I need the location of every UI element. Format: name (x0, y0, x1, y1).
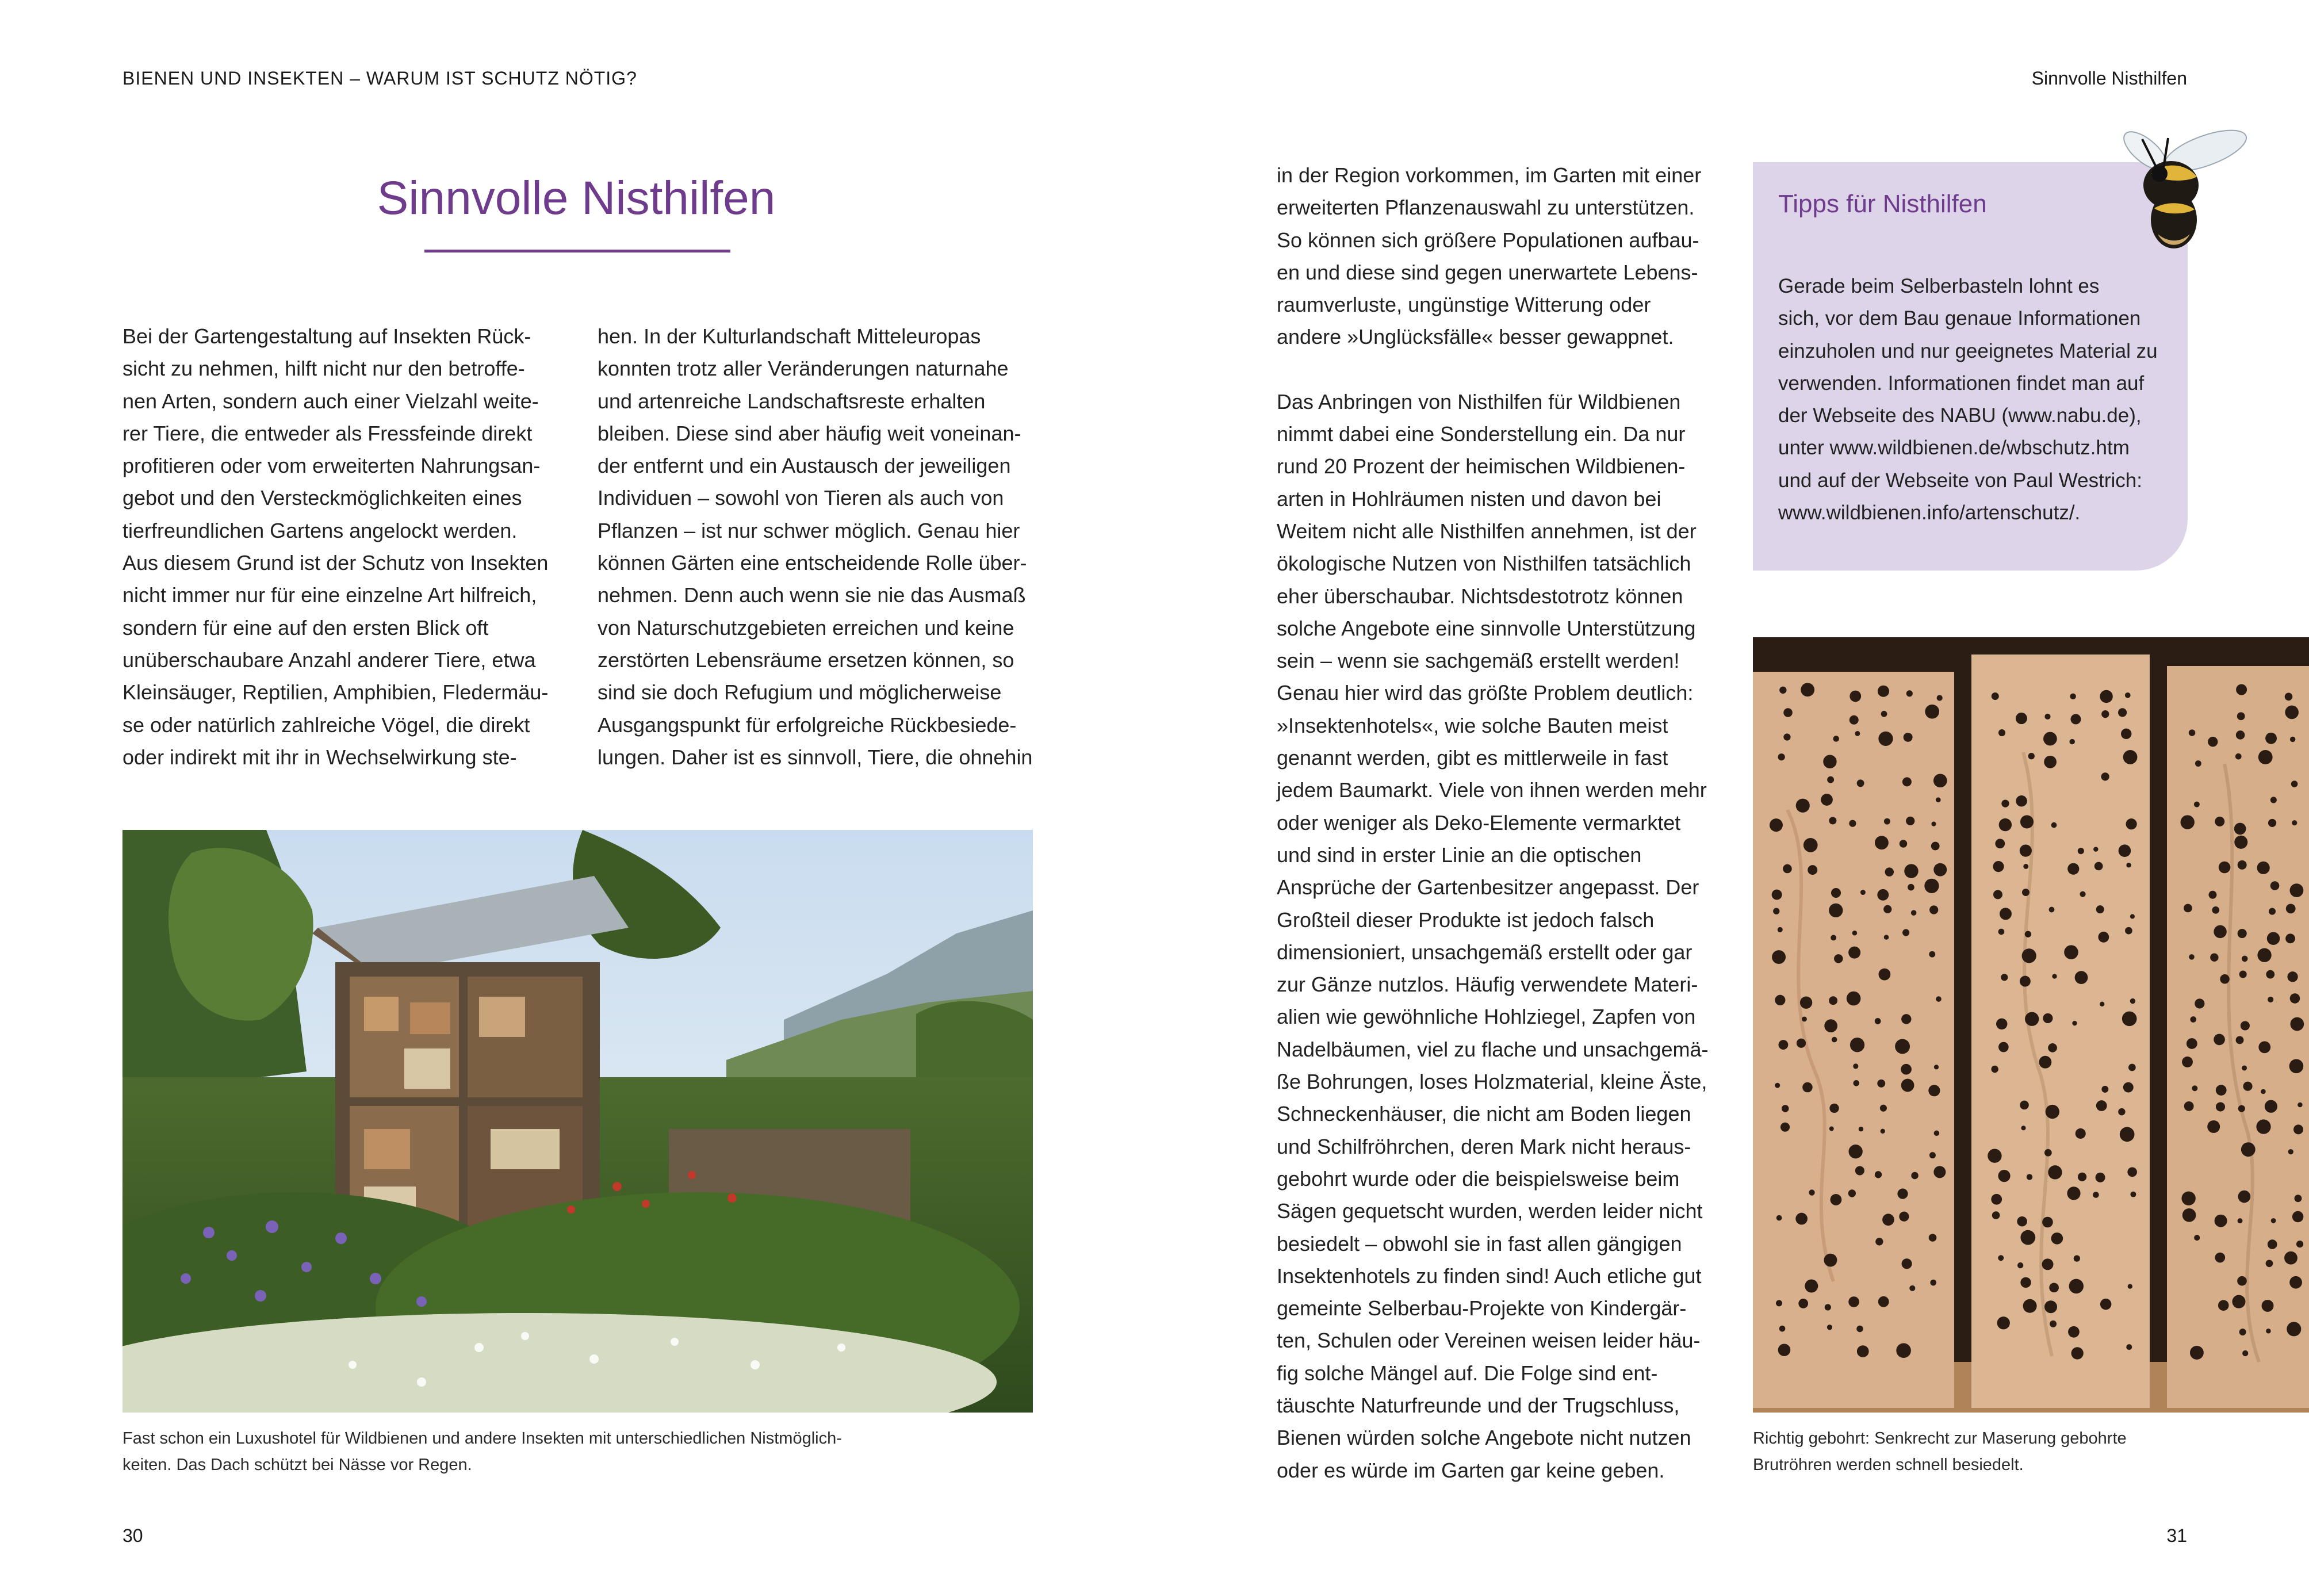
text-line: oder weniger als Deko-Elemente vermarktet (1277, 810, 1681, 835)
text-line: »Insektenhotels«, wie solche Bauten meist (1277, 713, 1668, 737)
text-line: Ausgangspunkt für erfolgreiche Rückbesiede- (598, 713, 1017, 737)
text-line: Richtig gebohrt: Senkrecht zur Maserung gebohrte (1753, 1429, 2127, 1448)
body-column-3 (1277, 159, 1708, 1487)
text-line: sondern für eine auf den ersten Blick oft (122, 615, 489, 640)
body-column-2 (598, 320, 1032, 774)
tip-box-title: Tipps für Nisthilfen (1778, 190, 1987, 218)
text-line: nen Arten, sondern auch einer Vielzahl weite- (122, 389, 539, 413)
text-line: rund 20 Prozent der heimischen Wildbienen- (1277, 454, 1686, 479)
text-line: www.wildbienen.info/artenschutz/. (1778, 502, 2081, 525)
text-line: eher überschaubar. Nichtsdestotrotz können (1277, 584, 1683, 608)
text-line: Großteil dieser Produkte ist jedoch falsch (1277, 908, 1655, 932)
text-line: raumverluste, ungünstige Witterung oder (1277, 293, 1651, 317)
text-line: unüberschaubare Anzahl anderer Tiere, etwa (122, 648, 536, 672)
text-line: sein – wenn sie sachgemäß erstellt werden! (1277, 649, 1680, 673)
text-line: nicht immer nur für eine einzelne Art hilfreich, (122, 583, 537, 607)
text-line: und auf der Webseite von Paul Westrich: (1778, 469, 2142, 492)
text-line: Sägen gequetscht wurden, werden leider nicht (1277, 1199, 1703, 1223)
text-line: nimmt dabei eine Sonderstellung ein. Da nur (1277, 422, 1686, 446)
text-line: en und diese sind gegen unerwartete Lebens- (1277, 260, 1698, 284)
text-line: verwenden. Informationen findet man auf (1778, 372, 2145, 395)
text-line: sich, vor dem Bau genaue Informationen (1778, 307, 2141, 330)
text-line: bleiben. Diese sind aber häufig weit voneinan- (598, 421, 1021, 445)
text-line: Gerade beim Selberbasteln lohnt es (1778, 275, 2100, 297)
text-line: der entfernt und ein Austausch der jeweiligen (598, 454, 1011, 478)
text-line: So können sich größere Populationen aufbau- (1277, 228, 1699, 252)
text-line: arten in Hohlräumen nisten und davon bei (1277, 487, 1661, 511)
text-line: konnten trotz aller Veränderungen naturnahe (598, 357, 1009, 381)
text-line: hen. In der Kulturlandschaft Mitteleuropas (598, 324, 981, 348)
text-line: gebot und den Versteckmöglichkeiten eines (122, 486, 522, 510)
text-line: rer Tiere, die entweder als Fressfeinde direkt (122, 421, 533, 445)
text-line: und artenreiche Landschaftsreste erhalten (598, 389, 986, 413)
text-line: Nadelbäumen, viel zu flache und unsachgemä- (1277, 1037, 1709, 1061)
text-line: Pflanzen – ist nur schwer möglich. Genau hier (598, 518, 1020, 542)
tip-box-text (1778, 270, 2158, 529)
text-line: der Webseite des NABU (www.nabu.de), (1778, 404, 2142, 427)
page-number-right: 31 (2166, 1525, 2187, 1546)
wood-nesting-blocks-photo (1753, 637, 2309, 1413)
text-line: zur Gänze nutzlos. Häufig verwendete Materi- (1277, 973, 1698, 997)
text-line: erweiterten Pflanzenauswahl zu unterstützen. (1277, 196, 1695, 220)
text-line: profitieren oder vom erweiterten Nahrungsan- (122, 454, 541, 478)
page-number-left: 30 (122, 1525, 143, 1546)
text-line: ße Bohrungen, loses Holzmaterial, kleine Äste, (1277, 1070, 1707, 1094)
text-line: fig solche Mängel auf. Die Folge sind ent- (1277, 1361, 1658, 1385)
running-head-right: Sinnvolle Nisthilfen (2031, 68, 2187, 89)
text-line: dimensioniert, unsachgemäß erstellt oder gar (1277, 940, 1692, 964)
text-line: Kleinsäuger, Reptilien, Amphibien, Fledermäu- (122, 680, 549, 705)
text-line: Weitem nicht alle Nisthilfen annehmen, ist der (1277, 519, 1697, 543)
text-line: ten, Schulen oder Vereinen weisen leider häu- (1277, 1329, 1701, 1353)
body-column-1 (122, 320, 548, 774)
text-line: gebohrt wurde oder die beispielsweise beim (1277, 1166, 1680, 1191)
text-line: sicht zu nehmen, hilft nicht nur den betroffe- (122, 357, 525, 381)
text-line: Brutröhren werden schnell besiedelt. (1753, 1456, 2024, 1474)
text-line: von Naturschutzgebieten erreichen und keine (598, 615, 1014, 640)
text-line: Insektenhotels zu finden sind! Auch etliche gut (1277, 1264, 1702, 1288)
text-line: in der Region vorkommen, im Garten mit einer (1277, 163, 1702, 187)
garden-insect-hotel-photo (122, 830, 1033, 1413)
text-line: Bei der Gartengestaltung auf Insekten Rück- (122, 324, 531, 348)
text-line: se oder natürlich zahlreiche Vögel, die direkt (122, 713, 530, 737)
text-line: gemeinte Selberbau-Projekte von Kindergär- (1277, 1296, 1687, 1321)
text-line: solche Angebote eine sinnvolle Unterstützung (1277, 616, 1696, 640)
text-line: alien wie gewöhnliche Hohlziegel, Zapfen von (1277, 1005, 1696, 1029)
text-line: genannt werden, gibt es mittlerweile in fast (1277, 746, 1668, 770)
caption-right (1753, 1425, 2127, 1478)
text-line: lungen. Daher ist es sinnvoll, Tiere, die ohnehin (598, 745, 1033, 769)
text-line: keiten. Das Dach schützt bei Nässe vor Regen. (122, 1456, 472, 1474)
text-line: tierfreundlichen Gartens angelockt werden. (122, 518, 518, 542)
text-line: unter www.wildbienen.de/wbschutz.htm (1778, 437, 2130, 460)
text-line: oder es würde im Garten gar keine geben. (1277, 1458, 1665, 1482)
page-title: Sinnvolle Nisthilfen (377, 172, 776, 224)
running-head-left: BIENEN UND INSEKTEN – WARUM IST SCHUTZ NÖTIG? (122, 68, 637, 89)
text-line: nehmen. Denn auch wenn sie nie das Ausmaß (598, 583, 1026, 607)
text-line: sind sie doch Refugium und möglicherweise (598, 680, 1002, 705)
text-line: besiedelt – obwohl sie in fast allen gängigen (1277, 1231, 1682, 1256)
text-line: Bienen würden solche Angebote nicht nutzen (1277, 1426, 1691, 1450)
text-line: können Gärten eine entscheidende Rolle über- (598, 551, 1027, 575)
text-line: Aus diesem Grund ist der Schutz von Insekten (122, 551, 549, 575)
bee-illustration (2111, 128, 2249, 260)
paragraph-1 (1277, 159, 1708, 354)
text-line: ökologische Nutzen von Nisthilfen tatsächlich (1277, 552, 1691, 576)
text-line: andere »Unglücksfälle« besser gewappnet. (1277, 325, 1674, 349)
title-underline (424, 250, 730, 252)
text-line: zerstörten Lebensräume ersetzen können, so (598, 648, 1014, 672)
text-line: und sind in erster Linie an die optischen (1277, 843, 1642, 867)
text-line: Individuen – sowohl von Tieren als auch von (598, 486, 1004, 510)
text-line: und Schilfröhrchen, deren Mark nicht heraus- (1277, 1134, 1691, 1158)
text-line: Das Anbringen von Nisthilfen für Wildbienen (1277, 389, 1681, 414)
text-line: einzuholen und nur geeignetes Material zu (1778, 339, 2158, 362)
caption-left (122, 1425, 842, 1478)
text-line: Fast schon ein Luxushotel für Wildbienen und andere Insekten mit unterschiedlichen Nistmöglich- (122, 1429, 842, 1448)
text-line: jedem Baumarkt. Viele von ihnen werden mehr (1277, 778, 1707, 802)
text-line: Ansprüche der Gartenbesitzer angepasst. Der (1277, 875, 1699, 900)
paragraph-2 (1277, 386, 1708, 1487)
text-line: Genau hier wird das größte Problem deutlich: (1277, 681, 1694, 705)
text-line: täuschte Naturfreunde und der Trugschluss, (1277, 1393, 1680, 1417)
text-line: Schneckenhäuser, die nicht am Boden liegen (1277, 1102, 1691, 1126)
text-line: oder indirekt mit ihr in Wechselwirkung ste- (122, 745, 517, 769)
